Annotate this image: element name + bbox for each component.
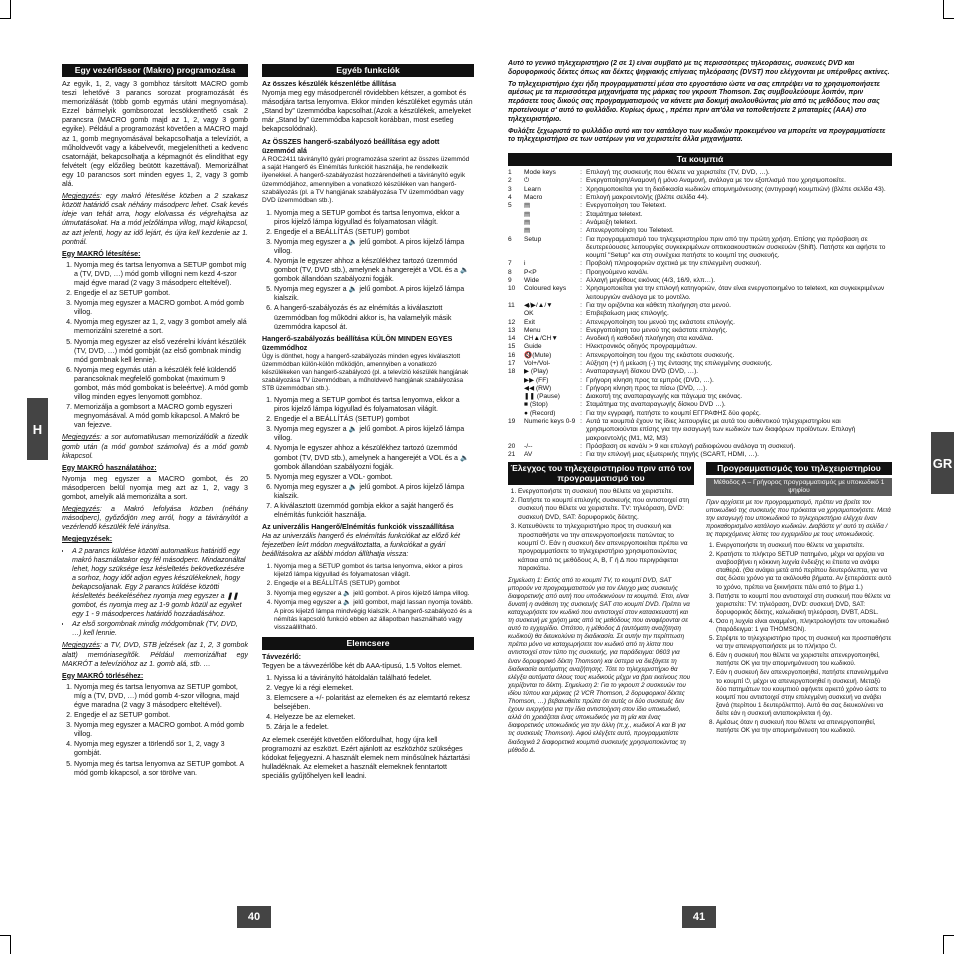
key-cell-c: : bbox=[580, 177, 582, 185]
key-row bbox=[508, 418, 892, 443]
key-cell-d: Αυτά τα κουμπιά έχουν τις ίδιες λειτουργίες με αυτά του αυθεντικού τηλεχειριστηρίου και χρησιμοποιούνται επίσης για την εισαγωγή των κωδικών των διαφόρων προϊόντων. Επιλογή μακροεντολής (M1, M2, M3) bbox=[586, 418, 856, 442]
key-cell-c: : bbox=[580, 202, 582, 210]
key-cell-n bbox=[508, 211, 524, 219]
section-header-macro: Egy vezérlőssor (Makro) programozása bbox=[62, 64, 248, 77]
section-header-check: Έλεγχος του τηλεχειριστηρίου πριν από τον προγραμματισμό του bbox=[508, 462, 694, 485]
key-cell-c: : bbox=[580, 194, 582, 202]
list-item: 3. Nyomja meg egyszer a MACRO gombot. A mód gomb villog. bbox=[74, 299, 248, 317]
section-header-programming: Προγραμματισμός του τηλεχειριστηρίου bbox=[706, 462, 892, 475]
key-row bbox=[508, 236, 892, 261]
key-row bbox=[508, 401, 892, 409]
macro-note-3: Megjegyzés: a Makró lefolyása közben (néhány másodperc), győződjön meg arról, hogy a távirányítót a vezérlendő készülék felé irányítsa. bbox=[62, 505, 248, 532]
key-cell-c: : bbox=[580, 360, 582, 367]
list-item: 3. Nyomja meg egyszer a 🔈 jelű gombot. A piros kijelző lámpa villog. bbox=[274, 425, 474, 443]
key-cell-k: Guide bbox=[524, 343, 542, 351]
key-cell-k: Vol+/Vol- bbox=[524, 360, 551, 367]
key-cell-c: : bbox=[580, 235, 582, 243]
page-number-left: 40 bbox=[237, 906, 271, 928]
key-cell-k: Mode keys bbox=[524, 169, 556, 177]
key-cell-n: 1 bbox=[508, 169, 512, 177]
key-cell-d: Απενεργοποίηση του ήχου της εκάστοτε συσκευής. bbox=[586, 351, 735, 359]
list-item: 5. Nyomja meg és tartsa lenyomva az SETUP gombot. A mód gomb kikapcsol, a sor törölve van. bbox=[74, 760, 248, 778]
key-cell-k: ▶ (Play) bbox=[524, 368, 549, 376]
key-cell-n bbox=[508, 401, 524, 409]
key-cell-c: : bbox=[580, 451, 582, 459]
key-cell-c: : bbox=[580, 185, 582, 193]
key-cell-c: : bbox=[580, 418, 582, 426]
key-cell-n bbox=[508, 385, 524, 393]
key-row bbox=[508, 368, 892, 376]
list-item: 2. Engedje el az SETUP gombot. bbox=[74, 289, 248, 298]
key-cell-d: Για την επιλογή μιας εξωτερικής πηγής (SCART, HDMI, …). bbox=[586, 451, 759, 459]
key-cell-n: 19 bbox=[508, 418, 516, 426]
all-standby-title: Az összes készülék készenlétbe állítása bbox=[262, 80, 397, 88]
key-cell-d: Απενεργοποίηση του μενού της εκάστοτε επιλογής. bbox=[586, 318, 735, 326]
list-item: 2. Engedje el a BEÁLLÍTÁS (SETUP) gombot bbox=[274, 580, 474, 588]
key-row bbox=[508, 269, 892, 277]
key-cell-k: ◀/▶/▲/▼ bbox=[524, 301, 553, 309]
check-steps bbox=[508, 488, 694, 574]
section-header-other-functions: Egyéb funkciók bbox=[262, 64, 474, 77]
list-item: 4. Nyomja le egyszer ahhoz a készülékhez tartozó üzemmód gombot (TV, DVD stb.), amelynek a hangerejét a VOL és a 🔈 gombok állandóan szabályozni fogják. bbox=[274, 444, 474, 471]
key-cell-c: : bbox=[580, 343, 582, 351]
list-item: 5. Nyomja meg egyszer a VOL- gombot. bbox=[274, 473, 474, 482]
list-item: 5. Στρέψτε το τηλεχειριστήριο προς τη συσκευή και προσπαθήστε να την απενεργοποιήσετε με το πλήκτρο ⏻. bbox=[716, 635, 892, 651]
key-cell-k: ❚❚ (Pause) bbox=[524, 393, 560, 401]
list-item: 1. Nyomja meg és tartsa lenyomva a SETUP gombot míg a (TV, DVD, …) mód gomb villogni nem kezd 4-szor majd égve marad (2 vagy 3 másodperc elteltével). bbox=[74, 261, 248, 288]
crop-mark-top-left bbox=[0, 0, 11, 19]
key-cell-d: Προηγούμενο κανάλι. bbox=[586, 268, 649, 276]
key-row bbox=[508, 343, 892, 351]
keys-table bbox=[508, 169, 892, 459]
key-row bbox=[508, 410, 892, 418]
key-cell-c: : bbox=[580, 268, 582, 276]
key-cell-c: : bbox=[580, 218, 582, 226]
key-cell-k: 🔇(Mute) bbox=[524, 351, 552, 359]
key-cell-d: Αλλαγή μεγέθους εικόνας (4/3, 16/9, κλπ…). bbox=[586, 277, 716, 285]
key-cell-d: Γρήγορη κίνηση προς τα πίσω (DVD, …). bbox=[586, 384, 708, 392]
separate-volume-steps bbox=[262, 396, 474, 520]
section-header-keys: Τα κουμπιά bbox=[508, 153, 892, 166]
key-cell-n bbox=[508, 219, 524, 227]
key-row bbox=[508, 186, 892, 194]
key-cell-n: 13 bbox=[508, 326, 516, 334]
key-cell-n bbox=[508, 227, 524, 235]
key-cell-c: : bbox=[580, 318, 582, 326]
key-cell-c: : bbox=[580, 260, 582, 268]
language-tab-hungarian: H bbox=[27, 398, 48, 460]
key-cell-n bbox=[508, 310, 524, 318]
greek-intro-1: Αυτό το γενικό τηλεχειριστήριο (2 σε 1) είναι συμβατό με τις περισσότερες τηλεοράσεις, συσκευές DVD και δορυφορικούς δέκτες όπως και δέκτες ψηφιακής επίγειας τηλεόρασης (DVST) που ελέγχονται με υπέρυθρες ακτίνες. bbox=[508, 60, 890, 76]
key-cell-n bbox=[508, 377, 524, 385]
key-cell-k: AV bbox=[524, 451, 533, 459]
list-item: 1. Nyomja meg a SETUP gombot és tartsa lenyomva, ekkor a piros kijelző lámpa kigyullad és folyamatosan világít. bbox=[274, 396, 474, 414]
key-row bbox=[508, 443, 892, 451]
key-cell-k: i bbox=[524, 260, 526, 268]
key-row bbox=[508, 202, 892, 210]
key-cell-k: ◀◀ (RW) bbox=[524, 384, 552, 392]
key-cell-n: 4 bbox=[508, 194, 512, 202]
universal-reset-steps bbox=[262, 563, 474, 633]
key-cell-d: Ηλεκτρονικός οδηγός προγραμμάτων. bbox=[586, 343, 697, 351]
macro-intro: Az egyik, 1, 2, vagy 3 gombhoz társított MACRO gomb teszi lehetővé 3 parancs sorozat programozását és memorizálását (több gomb egymás utáni megnyomása). Ezzel bármelyik gombsorozat lecsökkenthető csak 2 parancsra (MACRO gomb majd az 1, 2, vagy 3 gomb egyike). Például a programozást követően a MACRO majd az 1, gomb megnyomásával bekapcsolhatja a televíziót, a műholdvevőt vagy a kábelvevőt, megjelenítheti a kedvenc csatornáját, bekapcsolhatja a képmagnót és elindíthat egy felvételt (egy előzőleg beütött kazettával). Memorizálhat egy 10 parancsos sort minden egyes 1, 2, vagy 3 gomb alá. bbox=[62, 80, 248, 189]
key-cell-n: 15 bbox=[508, 343, 516, 351]
list-item: 7. Εάν η συσκευή δεν απενεργοποιηθεί, πατήστε επανειλημμένα το κουμπί ⏻, μέχρι να απενεργοποιηθεί η συσκευή. Μεταξύ δύο πατημάτων του κουμπιού αφήνετε αρκετό χρόνο ώστε το κουμπί που αντιστοιχεί στην επιλεγμένη συσκευή να ανάβει ξανά (περίπου 1 δευτερόλεπτο). Αυτό θα σας διευκολύνει να δείτε εάν η συσκευή ανταποκρίνεται ή όχι. bbox=[716, 669, 892, 718]
key-cell-k: ▶▶ (FF) bbox=[524, 376, 549, 384]
key-cell-c: : bbox=[580, 384, 582, 392]
key-cell-d: Ενεργοποίηση/Αναμονή ή μόνο Αναμονή, ανάλογα με τον εξοπλισμό που χρησιμοποιείτε. bbox=[586, 177, 846, 185]
list-item: 3. Πατήστε το κουμπί που αντιστοιχεί στη συσκευή που θέλετε να χειριστείτε: TV: τηλεόραση, DVD: συσκευή DVD, SAT: δορυφορικός δέκτης, καλωδιακή τηλεόραση, DVBT, ADSL. bbox=[716, 593, 892, 617]
macro-remarks-title: Megjegyzések: bbox=[62, 535, 113, 544]
key-cell-d: Χρησιμοποιείται για την επιλογή κατηγοριών, όταν είναι ενεργοποιημένο το teletext, και συγκεκριμένων λειτουργιών ανάλογα με το μοντέλο. bbox=[586, 285, 885, 301]
key-row bbox=[508, 227, 892, 235]
all-volume-text: A ROC2411 távirányító gyári programozása szerint az összes üzemmód a saját Hangerő és Elnémítás funkcióit használja, he rendelkezik ilyenekkel. A hangerő-szabályozást hozzárendelheti a távirányító egyik üzemmódjához, amennyiben a vonatkozó készüléken van hangerő-szabályozás (pl. a TV hangjának szabályozása TV üzemmódban vagy DVD üzemmódban stb.). bbox=[262, 155, 470, 205]
key-cell-n: 17 bbox=[508, 360, 516, 367]
key-cell-d: Πρόσβαση σε κανάλι > 9 και επιλογή ραδιοφώνου ανάλογα τη συσκευή. bbox=[586, 442, 796, 450]
key-cell-n bbox=[508, 410, 524, 418]
list-item: 7. Memorizálja a gombsort a MACRO gomb egyszeri megnyomásával. A mód gomb kikapcsol. A Makró be van fejezve. bbox=[74, 403, 248, 430]
key-cell-d: Ανοδική ή καθοδική πλοήγηση στα κανάλια. bbox=[586, 335, 714, 343]
key-cell-k: Wide bbox=[524, 277, 540, 285]
all-volume-steps bbox=[262, 209, 474, 332]
key-cell-k: ▤ bbox=[524, 202, 531, 210]
section-header-battery: Elemcsere bbox=[262, 637, 474, 650]
key-row bbox=[508, 260, 892, 268]
key-cell-c: : bbox=[580, 335, 582, 343]
key-cell-k: -/-- bbox=[524, 442, 533, 450]
list-item: 4. Nyomja meg egyszer a 🔈 jelű gombot, majd lassan nyomja tovább. A piros kijelző lámpa mindvégig kialszik. A hangerő-szabályozó és a némítás kapcsoló funkció ebben az állapotban használható vagy visszaállítható. bbox=[274, 599, 474, 633]
key-cell-n: 12 bbox=[508, 318, 516, 326]
key-cell-d: Επιλογή μακροεντολής (βλέπε σελίδα 44). bbox=[586, 194, 709, 202]
key-cell-c: : bbox=[580, 285, 582, 293]
list-item: 2. Vegye ki a régi elemeket. bbox=[274, 684, 474, 693]
greek-intro-3: Φυλάξτε ξεχωριστά το φυλλάδιο αυτό και τον κατάλογο των κωδικών προκειμένου να μπορείτε να προγραμματίσετε το τηλεχειριστήριο σε των υστέρων για να χειριστείτε άλλα μηχανήματα. bbox=[508, 127, 886, 144]
list-item: 2. Engedje el az SETUP gombot. bbox=[74, 711, 248, 720]
list-item: 2. Engedje el a BEÁLLÍTÁS (SETUP) gombot bbox=[274, 228, 474, 237]
crop-mark-bottom-left bbox=[0, 935, 11, 954]
key-row bbox=[508, 335, 892, 343]
list-item: 4. Nyomja le egyszer ahhoz a készülékhez tartozó üzemmód gombot (TV, DVD stb.), amelynek a hangerejét a VOL és a 🔈 gombok állandóan szabályozni fogják. bbox=[274, 257, 474, 284]
key-cell-k: Menu bbox=[524, 326, 541, 334]
macro-use-title: Egy MAKRÓ használatához: bbox=[62, 463, 157, 472]
key-cell-d: Επιλογή της συσκευής που θέλετε να χειριστείτε (TV, DVD, …). bbox=[586, 169, 770, 177]
list-item: 4. Nyomja meg egyszer a törlendő sor 1, 2, vagy 3 gombját. bbox=[74, 740, 248, 758]
key-cell-n: 20 bbox=[508, 442, 516, 450]
key-cell-n bbox=[508, 393, 524, 401]
separate-volume-text: Úgy is dönthet, hogy a hangerő-szabályozás minden egyes kiválasztott üzemmódban külön-külön működjön, amennyiben a vonatkozó készülékeken van hangerő-szabályozó (pl. a televízió készülék hangjának szabályozása TV üzemmódban, a műholdvevő hangjának szabályozása STB üzemmódban stb.). bbox=[262, 352, 469, 392]
macro-delete-title: Egy MAKRÓ törléséhez: bbox=[62, 671, 144, 680]
greek-programming-column bbox=[706, 462, 892, 758]
list-item: 5. Nyomja meg egyszer az első vezérelni kívánt készülék (TV, DVD, …) mód gombját (az első gombnak mindig mód gombnak kell lennie). bbox=[74, 338, 248, 365]
key-cell-k: ▤ bbox=[524, 227, 531, 235]
battery-intro: Tegyen be a távvezérlőbe két db AAA-típusú, 1.5 Voltos elemet. bbox=[262, 661, 462, 670]
method-a-steps bbox=[706, 542, 892, 735]
list-item: 3. Elemcsere a +/- polaritást az elemeken és az elemtartó rekesz belsejében. bbox=[274, 694, 474, 712]
key-row bbox=[508, 302, 892, 310]
list-item: 2. Engedje el a BEÁLLÍTÁS (SETUP) gombot bbox=[274, 415, 474, 424]
key-cell-n: 5 bbox=[508, 202, 512, 210]
key-cell-d: Γρήγορη κίνηση προς τα εμπρός (DVD, …). bbox=[586, 376, 714, 384]
key-cell-c: : bbox=[580, 210, 582, 218]
key-cell-k: ■ (Stop) bbox=[524, 401, 548, 409]
list-item: 3. Nyomja meg egyszer a 🔈 jelű gombot. A piros kijelző lámpa villog. bbox=[274, 590, 474, 598]
key-row bbox=[508, 451, 892, 459]
list-item: 2. Κρατήστε το πλήκτρο SETUP πατημένο, μέχρι να αρχίσει να αναβοσβήνει η κόκκινη λυχνία ένδειξης κι έπειτα να ανάψει σταθερά. (Θα ανάψει μετά από περίπου δευτερόλεπτα, για να σας δώσει χρόνο για τα ακόλουθα βήματα. Αν ξεπεράσετε αυτό το χρόνο, πρέπει να ξεκινήσετε πάλι από το βήμα 1.) bbox=[716, 551, 892, 591]
key-cell-c: : bbox=[580, 401, 582, 409]
macro-delete-steps bbox=[62, 683, 248, 778]
list-item: 1. Ενεργοποιήστε τη συσκευή που θέλετε να χειριστείτε. bbox=[716, 542, 892, 550]
all-volume-title: Az ÖSSZES hangerő-szabályozó beállítása egy adott üzemmód alá bbox=[262, 137, 440, 155]
list-item: • Az első sorgombnak mindig módgombnak (TV, DVD, …) kell lennie. bbox=[72, 620, 248, 638]
list-item: 4. Όσο η λυχνία είναι αναμμένη, πληκτρολογήστε τον υποκωδικό (παράδειγμα: 1 για THOMSON). bbox=[716, 618, 892, 634]
list-item: 3. Nyomja meg egyszer a 🔈 jelű gombot. A piros kijelző lámpa villog. bbox=[274, 238, 474, 256]
macro-use-text: Nyomja meg egyszer a MACRO gombot, és 20 másodpercen belül nyomja meg azt az 1, 2, vagy 3 gombot, amelyik alá memorizálta a sort. bbox=[62, 474, 248, 502]
key-cell-d: Χρησιμοποιείται για τη διαδικασία κωδικών απομνημόνευσης (αντιγραφή κουμπιών) (βλέπε σελίδα 43). bbox=[586, 185, 886, 193]
macro-note-4: Megjegyzés: a TV, DVD, STB jelzések (az 1, 2, 3 gombok alatt) memóriasegítők. Például memorizálhat egy MAKRÓT a televízióhoz az 1. gomb alá, stb. … bbox=[62, 641, 248, 668]
key-cell-k: OK bbox=[524, 310, 534, 318]
key-cell-k: ▤ bbox=[524, 218, 531, 226]
key-cell-k: ▤ bbox=[524, 210, 531, 218]
key-cell-k: Numeric keys 0-9 bbox=[524, 418, 576, 426]
list-item: 1. Nyomja meg a SETUP gombot és tartsa lenyomva, ekkor a piros kijelző lámpa kigyullad és folyamatosan világít. bbox=[274, 563, 474, 580]
key-cell-n: 7 bbox=[508, 260, 512, 268]
key-row bbox=[508, 319, 892, 327]
key-row bbox=[508, 219, 892, 227]
list-item: 5. Zárja le a fedelet. bbox=[274, 723, 474, 732]
battery-steps bbox=[262, 674, 474, 733]
key-cell-k: P<P bbox=[524, 268, 537, 276]
key-cell-n: 11 bbox=[508, 301, 515, 309]
crop-mark-bottom-right bbox=[943, 935, 954, 954]
check-note: Σημείωση 1: Εκτός από το κουμπί TV, το κουμπί DVD, SAT μπορούν να προγραμματιστούν για τον έλεγχο μιας συσκευής διαφορετικής από αυτή που υποδεικνύουν τα κουμπιά. Έτσι, είναι δυνατή η ανάθεση της συσκευής SAT στο κουμπί DVD. Πρέπει να καταχωρήσετε τον κωδικό που αντιστοιχεί στον κατασκευαστή και τη συσκευή με χρήση μιας από τις μεθόδους που αναφέρονται σε αυτό το εγχειρίδιο. Οπότσο, η μέθοδος Δ (αυτόματη αναζήτηση κωδικού) θα διευκολύνει τη διαδικασία. Σε αυτήν την περίπτωση πρέπει μόνο να καταχωρήσετε τον κωδικό από τη λίστα που αντιστοιχεί στον τύπο της συσκευής, για παράδειγμα: 0603 για έναν δορυφορικό δέκτη Thomson) και ύστερα να διεξάγετε τη διαδικασία αυτόματης αναζήτησης. Τότε το τηλεχειριστήριο θα ελέγξει αυτόματα όλους τους κωδικούς μέχρι να βρει εκείνους που χειρίζονται το δέκτη. Σημείωση 2: Για το γκρουπ 2 συσκευών του ιδίου τύπου και μάρκας (2 VCR Thomson, 2 δορυφορικοί δέκτες Thomson, …) βεβαιωθείτε πρώτα ότι αυτές οι δύο συσκευές δεν έχουν ενεργήσει για την ίδια αντιστοίχιση στον ίδιο υποκωδικό, αλλά ότι χρειάζεται ένας υποκωδικός για τη μία και ένας διαφορετικός υποκωδικός για την άλλη (π.χ., κωδικοί A και B για τις συσκευές Thomson). Αφού ελέγξετε αυτό, προγραμματίστε διαδοχικά 2 διαφορετικά κουμπιά συσκευής χρησιμοποιώντας τη μέθοδο Δ. bbox=[508, 576, 691, 754]
macro-setup-title: Egy MAKRÓ létesítése: bbox=[62, 249, 141, 258]
key-cell-c: : bbox=[580, 409, 582, 417]
key-cell-d: Αύξηση (+) ή μείωση (-) της έντασης της επιλεγμένης συσκευής. bbox=[586, 360, 773, 367]
key-cell-n: 21 bbox=[508, 451, 516, 459]
key-cell-d: Σταμάτημα της αναπαραγωγής δίσκου DVD …). bbox=[586, 401, 726, 409]
list-item: 1. Ενεργοποιήστε τη συσκευή που θέλετε να χειριστείτε. bbox=[518, 488, 694, 496]
macro-note-1: Megjegyzés: egy makró létesítése közben a 2 szakasz között határidő csak néhány másodperc lehet. Csak kevés ideje van tehát arra, hogy elolvassa és végrehajtsa az útmutatásokat. Ha a mód jelzőlámpa villog, majd kikapcsol, az azt jelenti, hogy az idő lejárt, és újra kell kezdenie az 1. pontnál. bbox=[62, 192, 248, 246]
list-item: 7. A kiválasztott üzemmód gombja ekkor a saját hangerő és elnémítás funkcióit használja. bbox=[274, 502, 474, 520]
key-cell-c: : bbox=[580, 393, 582, 401]
crop-mark-top-right bbox=[943, 0, 954, 19]
key-row bbox=[508, 285, 892, 302]
list-item: 4. Nyomja meg egyszer az 1, 2, vagy 3 gombot amely alá memorizálni szeretné a sort. bbox=[74, 318, 248, 336]
battery-title: Távvezérlő: bbox=[262, 652, 302, 661]
key-row bbox=[508, 385, 892, 393]
column-greek bbox=[508, 60, 892, 896]
greek-check-column bbox=[508, 462, 694, 758]
key-cell-c: : bbox=[580, 301, 582, 309]
key-cell-k: Macro bbox=[524, 194, 543, 202]
key-row bbox=[508, 327, 892, 335]
key-row bbox=[508, 177, 892, 185]
key-cell-d: Για την εγγραφή, πατήστε το κουμπί ΕΓΓΡΑΦΗΣ δύο φορές. bbox=[586, 409, 761, 417]
macro-remarks bbox=[62, 547, 248, 639]
list-item: 6. Nyomja meg egyszer a 🔈 jelű gombot. A piros kijelző lámpa kialszik. bbox=[274, 483, 474, 501]
greek-intro-2: Το τηλεχειριστήριο έχει ήδη προγραμματιστεί μέσα στο εργοστάσιο ώστε να σας επιτρέψει να το χρησιμοποιήσετε αμέσως με τα περισσότερα μηχανήματα της μάρκας του γκρουπ Thomson. Σας συμβουλεύουμε λοιπόν, πριν περάσετε τους δικούς σας προγραμματισμούς να κάνετε μια δοκιμή ακολουθώντας μία από τις μεθόδους που σας προτείνουμε σ' αυτό το φυλλάδιο. Κυρίως όμως , πρέπει πριν απ'όλα να τοποθετήσετε 2 μπαταρίες (AAA) στο τηλεχειριστήριο. bbox=[508, 80, 880, 123]
key-cell-k: Coloured keys bbox=[524, 285, 567, 293]
method-a-title: Μέθοδος A – Γρήγορος προγραμματισμός με υποκωδικό 1 ψηφίου bbox=[706, 478, 892, 496]
key-cell-d: Προβολή πληροφοριών σχετικά με την επιλεγμένη συσκευή. bbox=[586, 260, 762, 268]
method-a-intro: Πριν αρχίσετε με τον προγραμματισμό, πρέπει να βρείτε τον υποκωδικό της συσκευής που πρόκειται να χρησιμοποιήσετε. Μετά την εισαγωγή του υποκωδικού το τηλεχειριστήριο ελέγχει έναν προκαθορισμένο κατάλογο κωδικών. Διαβάστε γι' αυτό τη σελίδα / τις παρεχόμενες λίστες του εγχειριδίου με τους υποκωδικούς. bbox=[706, 498, 891, 538]
key-cell-c: : bbox=[580, 368, 582, 376]
key-cell-k: Setup bbox=[524, 235, 542, 243]
list-item: 5. Nyomja meg egyszer a 🔈 jelű gombot. A piros kijelző lámpa kialszik. bbox=[274, 285, 474, 303]
macro-note-2: Megjegyzés: a sor automatikusan memorizálódik a tizedik gomb után (a mód gombot számolva) és a mód gomb kikapcsol. bbox=[62, 433, 248, 460]
key-row bbox=[508, 360, 892, 368]
key-cell-d: Ενεργοποίηση του Teletext. bbox=[586, 202, 667, 210]
key-cell-d: Ανάμειξη teletext. bbox=[586, 218, 638, 226]
macro-setup-steps bbox=[62, 261, 248, 431]
key-cell-d: Διακοπή της αναπαραγωγής και πάγωμα της εικόνας. bbox=[586, 393, 743, 401]
universal-reset-title: Az univerzális Hangerő/Elnémítás funkciók visszaállítása bbox=[262, 523, 454, 532]
list-item: 8. Αμέσως όταν η συσκευή που θέλετε να απενεργοποιηθεί, πατήστε OK για την απομνημόνευση του κωδικού. bbox=[716, 719, 892, 735]
separate-volume-title: Hangerő-szabályozás beállítása KÜLÖN MINDEN EGYES üzemmódhoz bbox=[262, 334, 453, 352]
column-macro bbox=[62, 64, 248, 896]
key-cell-n: 2 bbox=[508, 177, 512, 185]
list-item: 6. A hangerő-szabályozás és az elnémítás a kiválasztott üzemmódban fog működni akkor is, ha valamelyik másik üzemmódra kapcsol át. bbox=[274, 304, 474, 331]
list-item: 6. Nyomja meg egymás után a készülék felé küldendő parancsoknak megfelelő gombokat (maximum 9 gombot, más mód gombokat is beleértve). A mód gomb villog minden egyes lenyomott gombhoz. bbox=[74, 366, 248, 402]
key-cell-c: : bbox=[580, 442, 582, 450]
key-cell-c: : bbox=[580, 351, 582, 359]
key-cell-n: 18 bbox=[508, 368, 516, 376]
key-cell-k: ⏻ bbox=[524, 177, 530, 185]
battery-outro: Az elemek cseréjét követően előfordulhat, hogy újra kell programozni az eszközt. Ezért ajánlott az eszközhöz szükséges kódokat feljegyezni. A használt elemek nem minősülnek háztartási hulladéknak. Az elemeket a használt elemeknek fenntartott speciális gyűjtőhelyen kell leadni. bbox=[262, 735, 470, 780]
list-item: 6. Εάν η συσκευή που θέλετε να χειριστείτε απενεργοποιηθεί, πατήστε OK για την απομνημόνευση του κωδικού. bbox=[716, 652, 892, 668]
key-cell-k: Learn bbox=[524, 185, 541, 193]
key-cell-n: 8 bbox=[508, 268, 512, 276]
key-row bbox=[508, 310, 892, 318]
key-cell-c: : bbox=[580, 277, 582, 285]
key-cell-k: ● (Record) bbox=[524, 409, 556, 417]
language-tab-greek: GR bbox=[931, 432, 954, 494]
key-row bbox=[508, 194, 892, 202]
key-row bbox=[508, 352, 892, 360]
universal-reset-text: Ha az univerzális hangerő és elnémítás funkciókat az előző két fejezetben leírt módon megváltoztatta, a funkciókat a gyári beállításokra az alábbi módon állíthatja vissza: bbox=[262, 532, 460, 559]
page-number-right: 41 bbox=[682, 906, 716, 928]
key-cell-d: Για την οριζόντια και κάθετη πλοήγηση στα μενού. bbox=[586, 301, 731, 309]
key-cell-n: 9 bbox=[508, 277, 512, 285]
list-item: 2. Πατήστε το κουμπί επιλογής συσκευής που αντιστοιχεί στη συσκευή που θέλετε να χειριστείτε. TV: τηλεόραση, DVD: συσκευή DVD, SAT: δορυφορικός δέκτης. bbox=[518, 497, 694, 522]
key-cell-n: 3 bbox=[508, 185, 512, 193]
key-cell-d: Για προγραμματισμό του τηλεχειριστηρίου πριν από την πρώτη χρήση. Επίσης για πρόσβαση σε δευτερεύουσες λειτουργίες συγκεκριμένων οπτικοακουστικών συσκευών (Shift). Πατήστε και αφήστε το κουμπί "Setup" και στη συνέχεια πατήστε το κουμπί της συσκευής. bbox=[586, 235, 886, 260]
list-item: 1. Nyomja meg a SETUP gombot és tartsa lenyomva, ekkor a piros kijelző lámpa kigyullad és folyamatosan világít. bbox=[274, 209, 474, 227]
all-standby-text: Nyomja meg egy másodpercnél rövidebben kétszer, a gombot és másodjára tartsa lenyomva. Ekkor minden készüléket egymás után „Stand by” üzemmódba kapcsolhat.(Azok a készülékek, amelyeket már „Stand by” üzemmódba kapcsolt korábban, most esetleg bekapcsolódnak). bbox=[262, 89, 473, 134]
key-cell-d: Σταμάτημα teletext. bbox=[586, 210, 643, 218]
key-cell-k: CH▲/CH▼ bbox=[524, 335, 558, 343]
key-cell-k: Exit bbox=[524, 318, 535, 326]
key-cell-c: : bbox=[580, 310, 582, 318]
key-cell-n: 10 bbox=[508, 285, 516, 293]
list-item: 1. Nyomja meg és tartsa lenyomva az SETUP gombot, míg a (TV, DVD, …) mód gomb 4-szor villogna, majd égve maradna (2 vagy 3 másodperc elteltével). bbox=[74, 683, 248, 710]
key-cell-d: Ενεργοποίηση του μενού της εκάστοτε επιλογής. bbox=[586, 326, 728, 334]
list-item: • A 2 parancs küldése közötti automatikus határidő egy makró használatakor egy fél másodperc. Mindazonáltal lehet, hogy szüksége lesz késleltetés bekövetkezésére a sorhoz, hogy időt adjon egyes készülékeknek, hogy bekapcsoljanak. Egy 2 parancs küldése közötti késleltetés beékeléséhez nyomja meg egyszer a ❚❚ gombot, és nyomja meg az 1-9 gomb közül az egyiket egy 1 - 9 másodperces határidő hozzáadásához. bbox=[72, 547, 248, 620]
key-cell-d: Επιβεβαίωση μιας επιλογής. bbox=[586, 310, 669, 318]
key-cell-c: : bbox=[580, 169, 582, 177]
list-item: 1. Nyissa ki a távirányító hátoldalán található fedelet. bbox=[274, 674, 474, 683]
list-item: 3. Κατευθύνετε το τηλεχειριστήριο προς τη συσκευή και προσπαθήστε να την απενεργοποιήσετε πατώντας το κουμπί ⏻. Εάν η συσκευή δεν απενεργοποιείται πρέπει να προγραμματίσετε το τηλεχειριστήριο χρησιμοποιώντας κάποια από τις μεθόδους A, B, Γ ή Δ που περιγράφεται παρακάτω. bbox=[518, 523, 694, 573]
key-cell-c: : bbox=[580, 376, 582, 384]
column-other-functions bbox=[262, 64, 474, 896]
key-cell-c: : bbox=[580, 326, 582, 334]
list-item: 3. Nyomja meg egyszer a MACRO gombot. A mód gomb villog. bbox=[74, 721, 248, 739]
list-item: 4. Helyezze be az elemeket. bbox=[274, 713, 474, 722]
key-cell-n: 16 bbox=[508, 351, 516, 359]
key-cell-n: 14 bbox=[508, 335, 516, 343]
key-row bbox=[508, 377, 892, 385]
key-cell-c: : bbox=[580, 227, 582, 235]
key-cell-d: Αναπαραγωγή δίσκου DVD (DVD, …). bbox=[586, 368, 699, 376]
key-cell-d: Απενεργοποίηση του Teletext. bbox=[586, 227, 674, 235]
key-row bbox=[508, 211, 892, 219]
key-cell-n: 6 bbox=[508, 235, 512, 243]
